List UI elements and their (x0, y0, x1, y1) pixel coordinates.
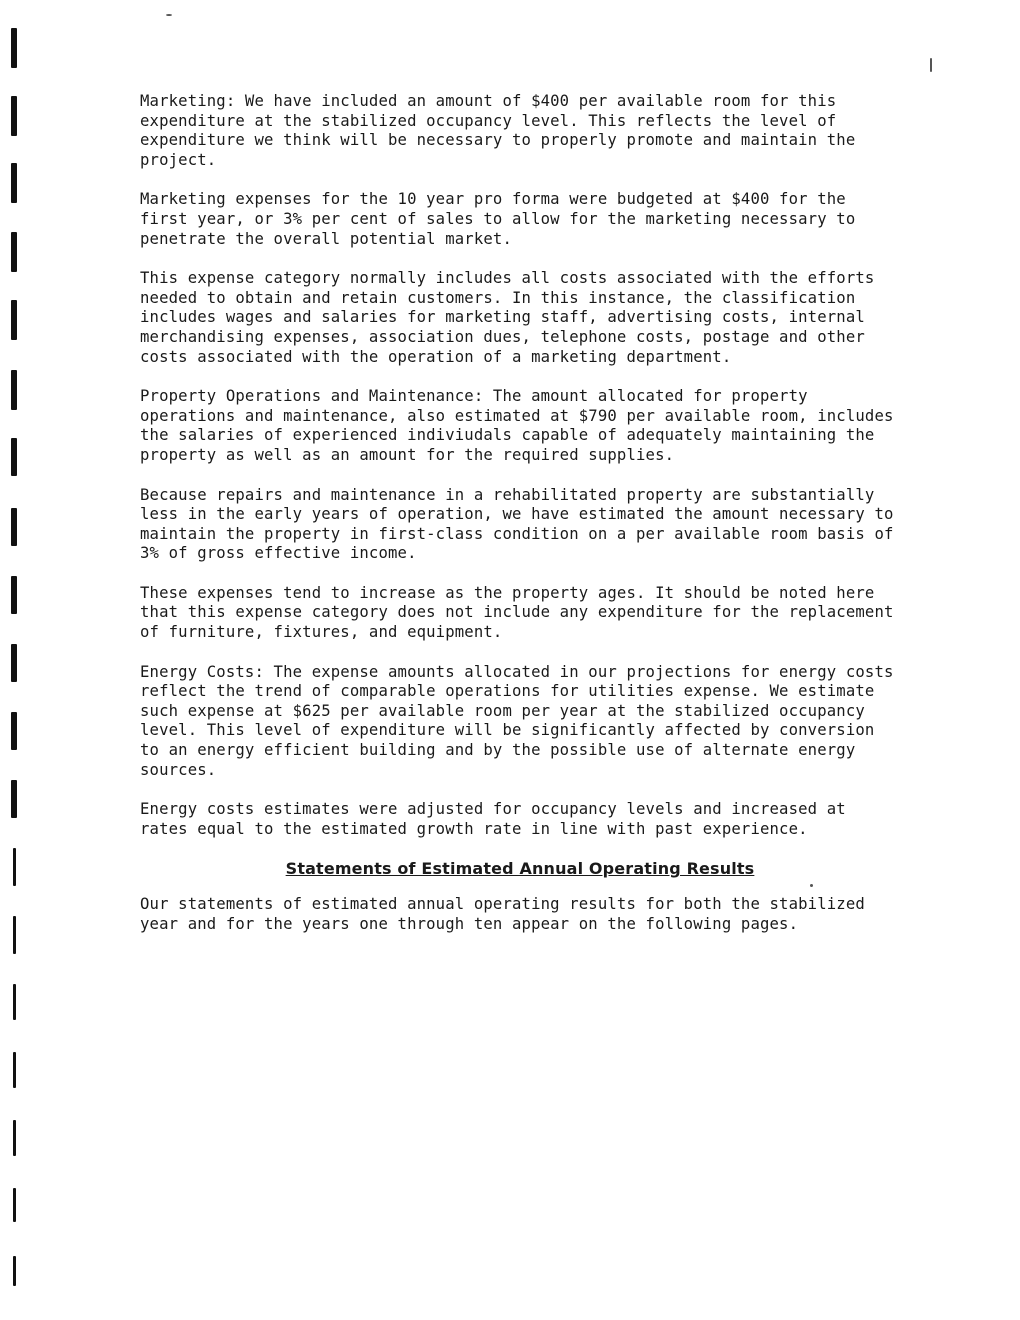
paragraph-marketing-budget: Marketing expenses for the 10 year pro forma were budgeted at $400 for the first year, or 3% per cent of sales to allow for the marketing necessary to penetrate the overall potential market. (140, 190, 856, 248)
binding-mark (13, 1256, 16, 1286)
binding-mark (11, 28, 17, 68)
binding-mark (11, 438, 17, 476)
paragraph-property-operations: Property Operations and Maintenance: The amount allocated for property operations and maintenance, also estimated at $790 per available room, includes the salaries of experienced indiviudals capable of adequately maintaining the property as well as an amount for the required supplies. (140, 387, 894, 464)
binding-mark (11, 780, 17, 818)
binding-mark (13, 1120, 16, 1156)
document-page (140, 92, 900, 954)
binding-edge (0, 0, 40, 1320)
paragraph-energy-costs: Energy Costs: The expense amounts allocated in our projections for energy costs reflect the trend of comparable operations for utilities expense. We estimate such expense at $625 per available room per year at the stabilized occupancy level. This level of expenditure will be significantly affected by conversion to an energy efficient building and by the possible use of alternate energy sources. (140, 662, 894, 779)
paragraph-marketing-category: This expense category normally includes all costs associated with the efforts needed to obtain and retain customers. In this instance, the classification includes wages and salaries for marketing staff, advertising costs, internal merchandising expenses, association dues, telephone costs, postage and other costs associated with the operation of a marketing department. (140, 269, 875, 366)
binding-mark (11, 508, 17, 546)
binding-mark (13, 1188, 16, 1222)
binding-mark (13, 848, 16, 886)
scan-speck (166, 14, 172, 16)
binding-mark (13, 1052, 16, 1088)
binding-mark (13, 916, 16, 954)
paragraph-repairs: Because repairs and maintenance in a rehabilitated property are substantially less in the early years of operation, we have estimated the amount necessary to maintain the property in first-class condition on a per available room basis of 3% of gross effective income. (140, 485, 894, 563)
binding-mark (11, 370, 17, 410)
section-heading: Statements of Estimated Annual Operating Results (285, 859, 755, 879)
paragraph-energy-estimates: Energy costs estimates were adjusted for occupancy levels and increased at rates equal to the estimated growth rate in line with past experience. (140, 800, 846, 838)
binding-mark (11, 163, 17, 203)
binding-mark (13, 984, 16, 1020)
paragraph-closing: Our statements of estimated annual operating results for both the stabilized year and for the years one through ten appear on the following pages. (140, 895, 865, 933)
binding-mark (11, 232, 17, 272)
paragraph-marketing: Marketing: We have included an amount of $400 per available room for this expenditure at the stabilized occupancy level. This reflects the level of expenditure we think will be necessary to properly promote and maintain the project. (140, 92, 856, 169)
binding-mark (11, 576, 17, 614)
binding-mark (11, 644, 17, 682)
binding-mark (11, 300, 17, 340)
binding-mark (11, 712, 17, 750)
scan-speck (930, 58, 932, 72)
paragraph-expenses-increase: These expenses tend to increase as the property ages. It should be noted here that this expense category does not include any expenditure for the replacement of furniture, fixtures, and equipment. (140, 583, 894, 642)
binding-mark (11, 96, 17, 136)
